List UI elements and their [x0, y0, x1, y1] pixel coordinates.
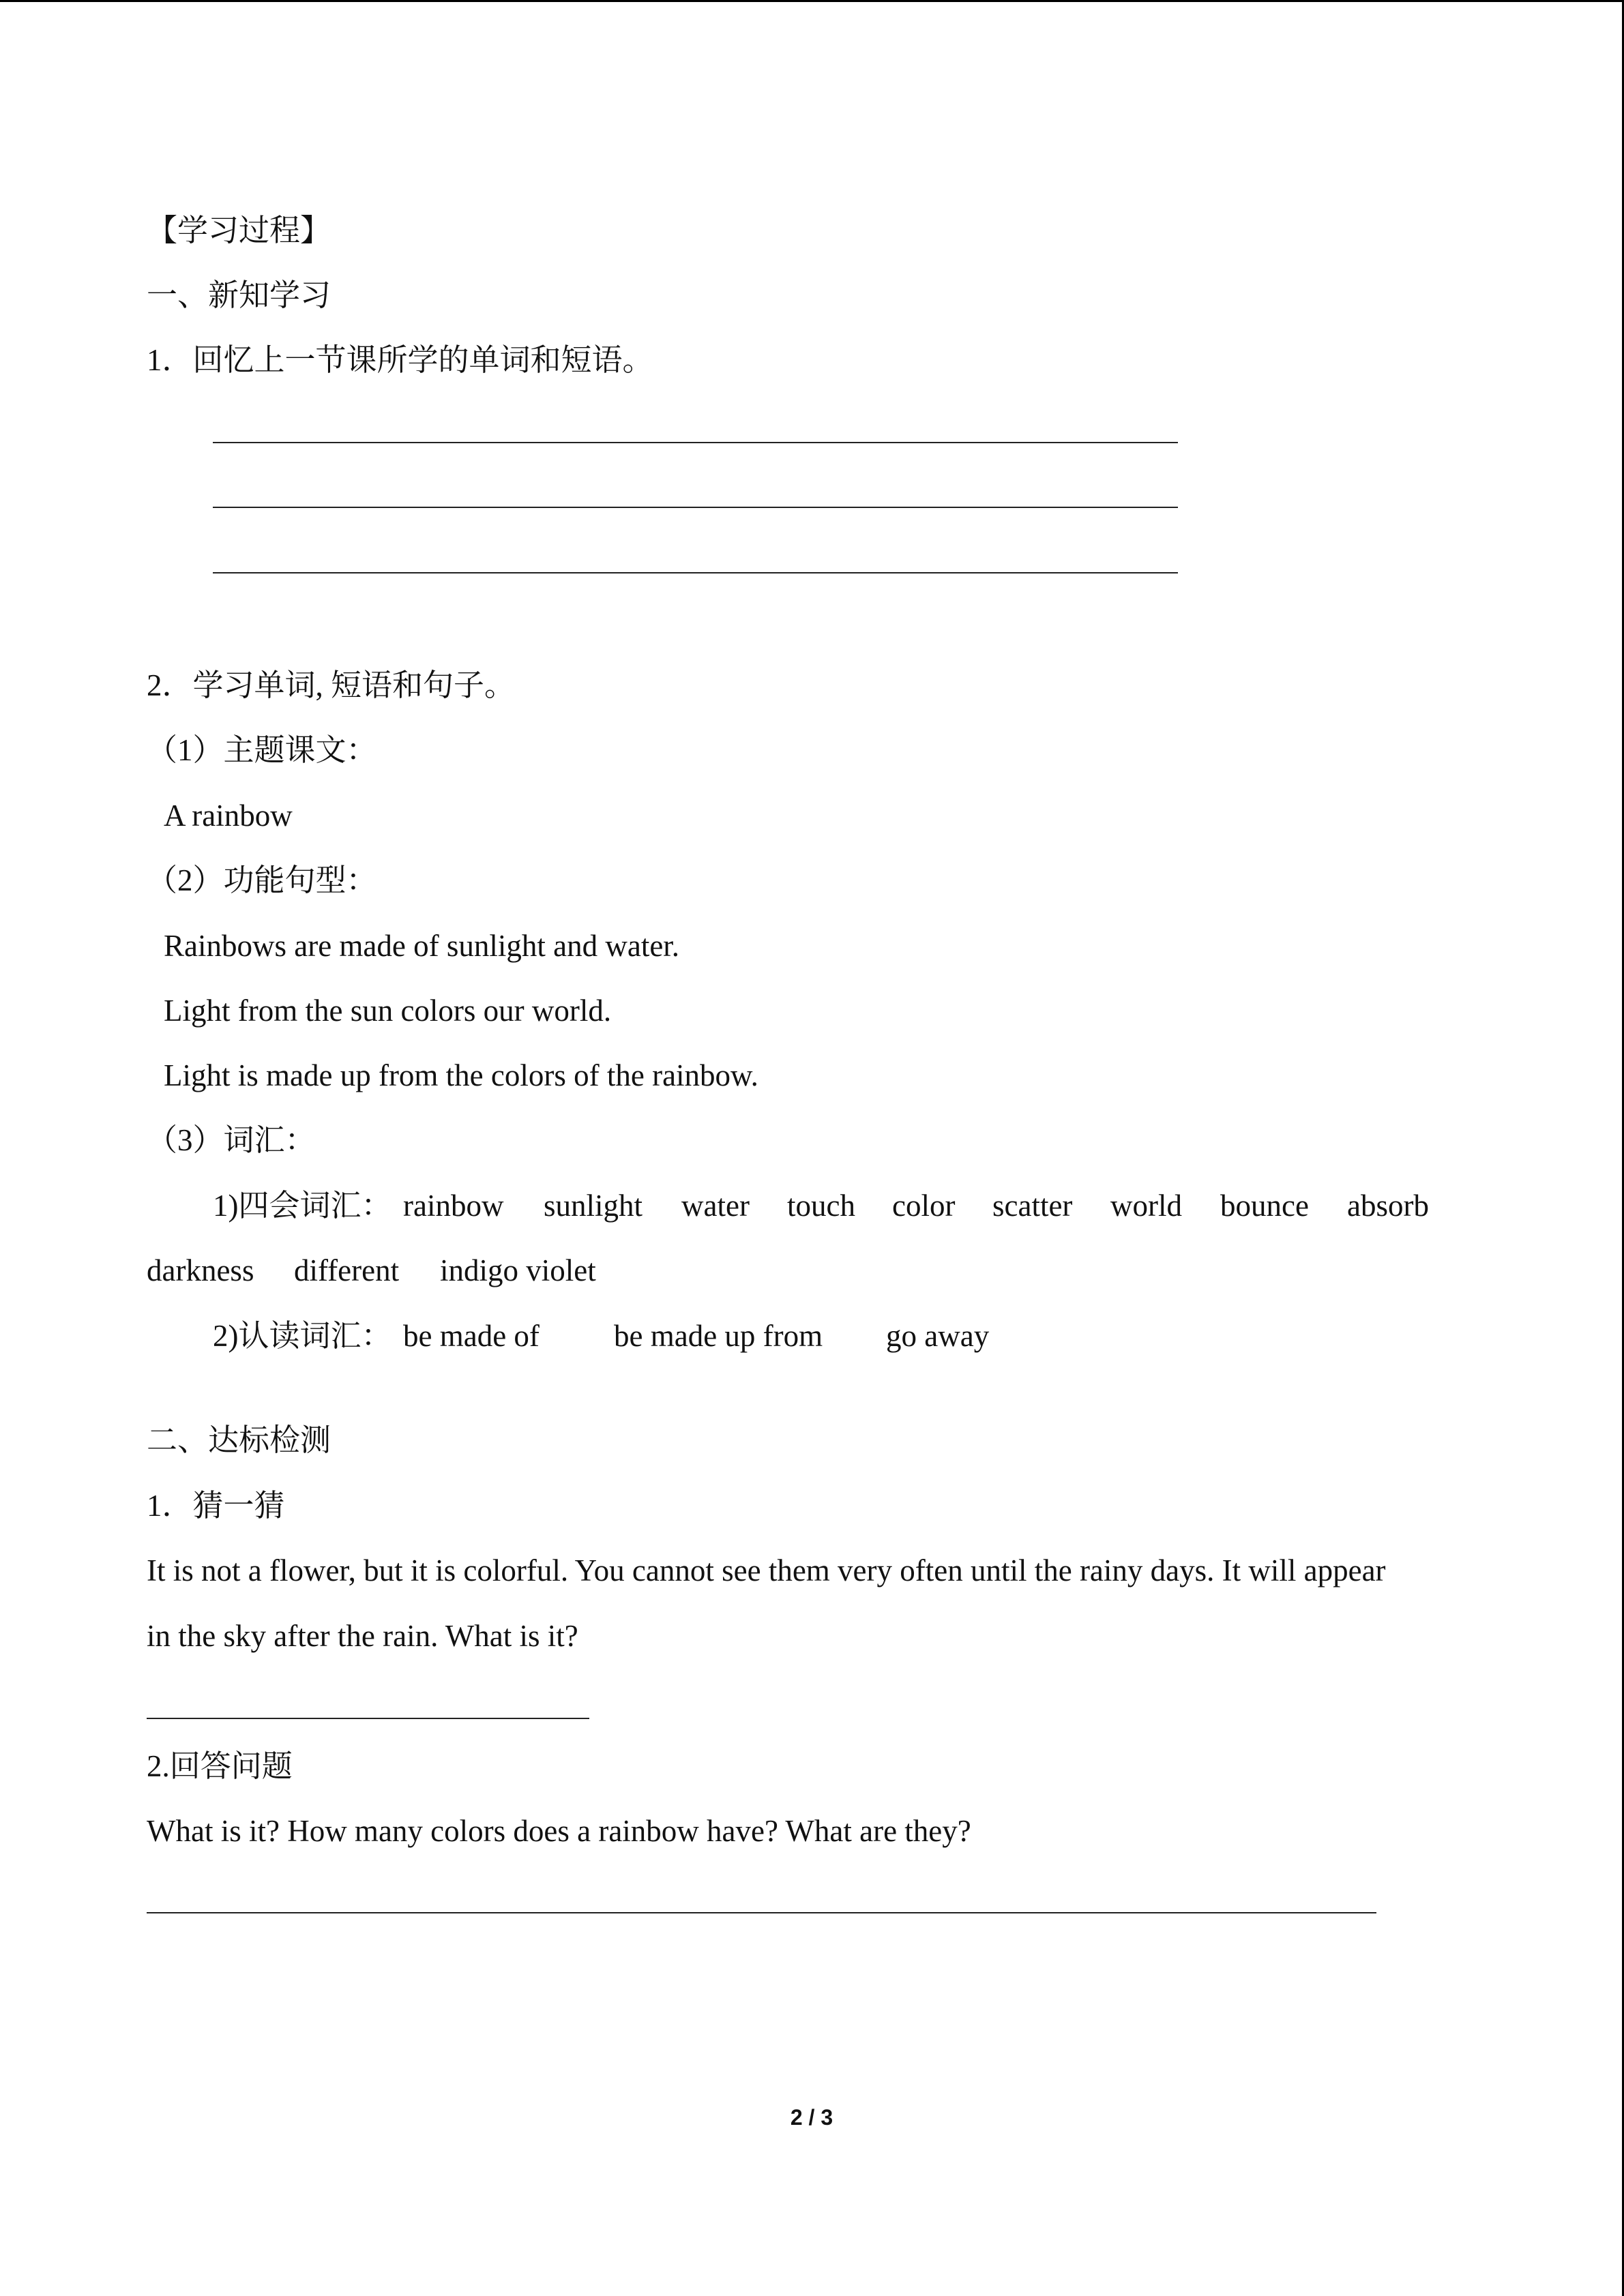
question-answer-line: [147, 1912, 1376, 1913]
vocab-word: water: [681, 1189, 750, 1223]
part-two-item-1: 1．猜一猜: [147, 1489, 285, 1523]
riddle-answer-line: [147, 1718, 589, 1719]
four-skill-vocab-label: 1)四会词汇：: [213, 1189, 392, 1223]
vocab-word: bounce: [1220, 1189, 1309, 1223]
recognition-vocab-label: 2)认读词汇：: [213, 1319, 392, 1353]
answer-line-3: [213, 572, 1178, 573]
part-one-heading: 一、新知学习: [147, 278, 331, 312]
sentence-3: Light is made up from the colors of the rainbow.: [164, 1058, 758, 1092]
vocab-word: touch: [787, 1189, 855, 1223]
sentence-2: Light from the sun colors our world.: [164, 994, 612, 1028]
vocab-word: different: [294, 1253, 400, 1287]
topic-text-label: （1）主题课文：: [147, 733, 377, 767]
part-two-item-2: 2.回答问题: [147, 1749, 293, 1783]
answer-line-1: [213, 442, 1178, 443]
vocab-word: absorb: [1347, 1189, 1429, 1223]
vocab-word: rainbow: [403, 1189, 504, 1223]
page-number: 2 / 3: [790, 2105, 833, 2130]
vocab-phrase: go away: [886, 1319, 990, 1353]
question-text: What is it? How many colors does a rainbow have? What are they?: [147, 1814, 971, 1848]
vocab-word: scatter: [992, 1189, 1073, 1223]
vocab-word: world: [1110, 1189, 1182, 1223]
vocab-word: sunlight: [544, 1189, 643, 1223]
part-one-item-2: 2．学习单词, 短语和句子。: [147, 668, 516, 702]
vocab-phrase: be made of: [403, 1319, 540, 1353]
section-title: 【学习过程】: [147, 213, 331, 248]
vocab-phrase: be made up from: [614, 1319, 823, 1353]
answer-line-2: [213, 507, 1178, 508]
topic-text-title: A rainbow: [164, 799, 293, 833]
part-one-item-1: 1．回忆上一节课所学的单词和短语。: [147, 343, 653, 377]
riddle-line-1: It is not a flower, but it is colorful. You cannot see them very often until the rainy days. It will appear: [147, 1553, 1386, 1587]
sentence-1: Rainbows are made of sunlight and water.: [164, 929, 680, 963]
vocab-word: indigo violet: [440, 1253, 596, 1287]
riddle-line-2: in the sky after the rain. What is it?: [147, 1619, 578, 1653]
vocab-word: color: [892, 1189, 956, 1223]
vocab-word: darkness: [147, 1253, 254, 1287]
functional-sentences-label: （2）功能句型：: [147, 863, 377, 897]
vocabulary-label: （3）词汇：: [147, 1123, 316, 1157]
part-two-heading: 二、达标检测: [147, 1423, 331, 1457]
